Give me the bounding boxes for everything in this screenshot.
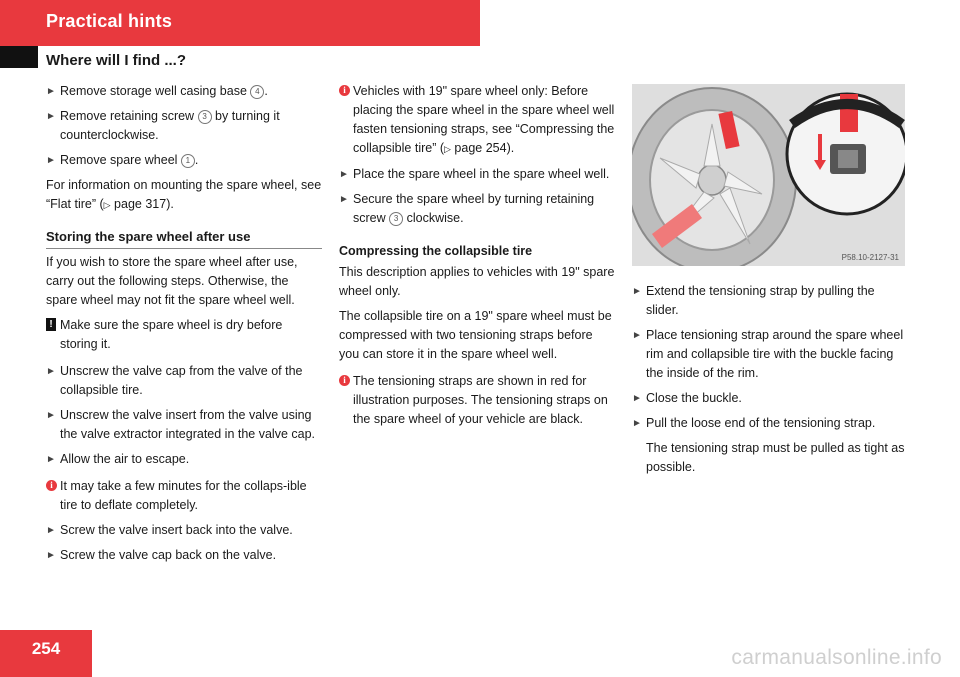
paragraph: If you wish to store the spare wheel after use, carry out the following steps. Otherwise, the spare wheel may not fit the spare wheel well. <box>46 255 298 307</box>
arrow-right-icon: ► <box>46 454 56 465</box>
warning-note: ! Make sure the spare wheel is dry before storing it. <box>46 316 322 354</box>
info-note: i It may take a few minutes for the collaps-ible tire to deflate completely. <box>46 477 322 515</box>
column-3 <box>632 282 908 483</box>
arrow-right-icon: ► <box>632 286 642 297</box>
paragraph: For information on mounting the spare wheel, see “Flat tire” (▷ page 317). <box>46 178 322 211</box>
step: ► Remove storage well casing base 4 . <box>46 82 322 101</box>
step: ► Place the spare wheel in the spare wheel well. <box>339 165 615 184</box>
tensioning-strap-illustration <box>632 84 905 266</box>
section-heading: Compressing the collapsible tire <box>339 244 533 258</box>
step: ► Unscrew the valve insert from the valve using the valve extractor integrated in the valve cap. <box>46 408 316 441</box>
arrow-right-icon: ► <box>339 169 349 180</box>
info-icon: i <box>46 480 57 491</box>
step: ► Pull the loose end of the tensioning strap. <box>632 414 908 433</box>
paragraph: The collapsible tire on a 19" spare wheel must be compressed with two tensioning straps before you can store it in the spare wheel well. <box>339 309 612 361</box>
section-heading: Storing the spare wheel after use <box>46 227 322 249</box>
page-reference-link[interactable]: page 254 <box>454 141 507 155</box>
step: ► Close the buckle. <box>632 389 908 408</box>
header-marker <box>0 46 38 68</box>
column-1 <box>46 82 322 571</box>
step: ► Allow the air to escape. <box>46 450 322 469</box>
step: ► Remove retaining screw 3 by turning it counterclockwise. <box>46 109 280 142</box>
figure-caption: P58.10-2127-31 <box>841 253 899 262</box>
step: ► Place tensioning strap around the spare wheel rim and collapsible tire with the buckle facing the inside of the rim. <box>632 328 904 380</box>
arrow-right-icon: ► <box>46 111 56 122</box>
section-title: Practical hints <box>46 11 173 31</box>
arrow-right-icon: ► <box>46 525 56 536</box>
column-2 <box>339 82 615 435</box>
triangle-right-icon: ▷ <box>103 200 111 210</box>
step: ► Extend the tensioning strap by pulling the slider. <box>632 284 875 317</box>
step: ► Screw the valve insert back into the valve. <box>46 521 322 540</box>
step: ► Secure the spare wheel by turning retaining screw 3 clockwise. <box>339 192 595 225</box>
info-icon: i <box>339 85 350 96</box>
arrow-right-icon: ► <box>46 155 56 166</box>
info-icon: i <box>339 375 350 386</box>
info-note: i The tensioning straps are shown in red for illustration purposes. The tensioning straps on the spare wheel of your vehicle are black. <box>339 372 615 429</box>
page-number: 254 <box>31 639 61 658</box>
warning-icon: ! <box>46 318 56 331</box>
arrow-right-icon: ► <box>632 418 642 429</box>
step: ► Screw the valve cap back on the valve. <box>46 546 322 565</box>
watermark: carmanualsonline.info <box>731 646 942 669</box>
callout-number: 3 <box>198 110 212 124</box>
info-note: i Vehicles with 19" spare wheel only: Before placing the spare wheel in the spare wheel well fasten tensioning straps, see “Compressing the collapsible tire” (▷ page 254). <box>339 82 615 159</box>
page-reference-link[interactable]: page 317 <box>114 197 167 211</box>
arrow-right-icon: ► <box>46 366 56 377</box>
step: ► Remove spare wheel 1 . <box>46 151 322 170</box>
callout-number: 3 <box>389 212 403 226</box>
subsection-title: Where will I find ...? <box>46 52 187 69</box>
callout-number: 4 <box>250 85 264 99</box>
arrow-right-icon: ► <box>46 86 56 97</box>
arrow-right-icon: ► <box>632 393 642 404</box>
spare-wheel-figure <box>632 84 905 266</box>
paragraph: The tensioning strap must be pulled as tight as possible. <box>646 441 905 474</box>
arrow-right-icon: ► <box>339 194 349 205</box>
arrow-right-icon: ► <box>46 410 56 421</box>
step: ► Unscrew the valve cap from the valve of the collapsible tire. <box>46 364 303 397</box>
triangle-right-icon: ▷ <box>444 144 451 154</box>
arrow-right-icon: ► <box>46 550 56 561</box>
paragraph: This description applies to vehicles with 19" spare wheel only. <box>339 265 615 298</box>
arrow-right-icon: ► <box>632 330 642 341</box>
callout-number: 1 <box>181 154 195 168</box>
